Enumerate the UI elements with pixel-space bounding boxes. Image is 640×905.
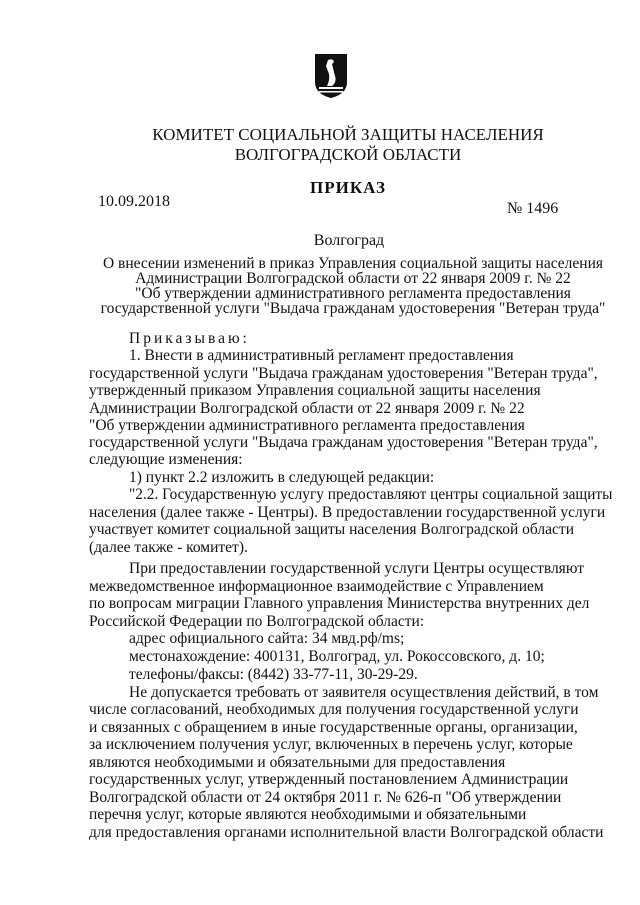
document-type-title: ПРИКАЗ [310,178,386,197]
body-line: по вопросам миграции Главного управления Министерства внутренних дел [89,595,590,612]
body-line: межведомственное информационное взаимодействие с Управлением [89,578,544,595]
address-line: местонахождение: 400131, Волгоград, ул. Рокоссовского, д. 10; [129,648,545,665]
body-line: "2.2. Государственную услугу предоставляют центры социальной защиты [129,486,613,503]
body-line: (далее также - комитет). [89,539,248,556]
subject-line: Администрации Волгоградской области от 22 января 2009 г. № 22 [135,270,571,287]
body-line: участвует комитет социальной защиты населения Волгоградской области [89,521,574,538]
body-line: государственной услуги "Выдача гражданам удостоверения "Ветеран труда", [89,434,598,451]
subject-line: О внесении изменений в приказ Управления социальной защиты населения [102,255,604,272]
document-number: № 1496 [507,200,559,217]
coat-of-arms-icon [313,52,349,100]
body-line: за исключением получения услуг, включенных в перечень услуг, которые [89,736,573,753]
body-line: "Об утверждении административного регламента предоставления [89,417,525,434]
body-line: Волгоградской области от 24 октября 2011 г. № 626-п "Об утверждении [89,789,562,806]
body-line: утвержденный приказом Управления социальной защиты населения [89,382,541,399]
website-line: адрес официального сайта: 34 мвд.рф/ms; [129,630,405,647]
body-line: Администрации Волгоградской области от 22 января 2009 г. № 22 [89,400,525,417]
body-line: перечня услуг, которые являются необходимыми и обязательными [89,806,527,823]
body-line: Российской Федерации по Волгоградской области: [89,613,425,630]
body-line: При предоставлении государственной услуги Центры осуществляют [129,560,584,577]
body-line: и связанных с обращением в иные государственные органы, организации, [89,719,578,736]
body-line: населения (далее также - Центры). В предоставлении государственной услуги [89,504,606,521]
phones-line: телефоны/факсы: (8442) 33-77-11, 30-29-29. [129,666,418,683]
body-line: являются необходимыми и обязательными для предоставления [89,754,506,771]
body-line: 1. Внести в административный регламент предоставления [129,347,514,364]
body-line: государственной услуги "Выдача гражданам удостоверения "Ветеран труда", [89,365,598,382]
body-line: числе согласований, необходимых для получения государственной услуги [89,701,579,718]
document-city: Волгоград [313,232,385,249]
body-line: следующие изменения: [89,451,243,468]
order-intro: Приказываю: [129,330,250,347]
body-line: 1) пункт 2.2 изложить в следующей редакции: [129,469,435,486]
body-line: Не допускается требовать от заявителя осуществления действий, в том [129,684,599,701]
subject-line: государственной услуги "Выдача гражданам удостоверения "Ветеран труда" [100,300,606,317]
document-date: 10.09.2018 [98,193,170,210]
subject-line: "Об утверждении административного регламента предоставления [135,285,571,302]
document-subject [98,256,608,316]
organization-name-line2: ВОЛГОГРАДСКОЙ ОБЛАСТИ [234,145,462,164]
body-line: государственных услуг, утвержденный постановлением Администрации [89,771,569,788]
body-line: для предоставления органами исполнительной власти Волгоградской области [89,824,604,841]
organization-name-line1: КОМИТЕТ СОЦИАЛЬНОЙ ЗАЩИТЫ НАСЕЛЕНИЯ [152,125,544,144]
